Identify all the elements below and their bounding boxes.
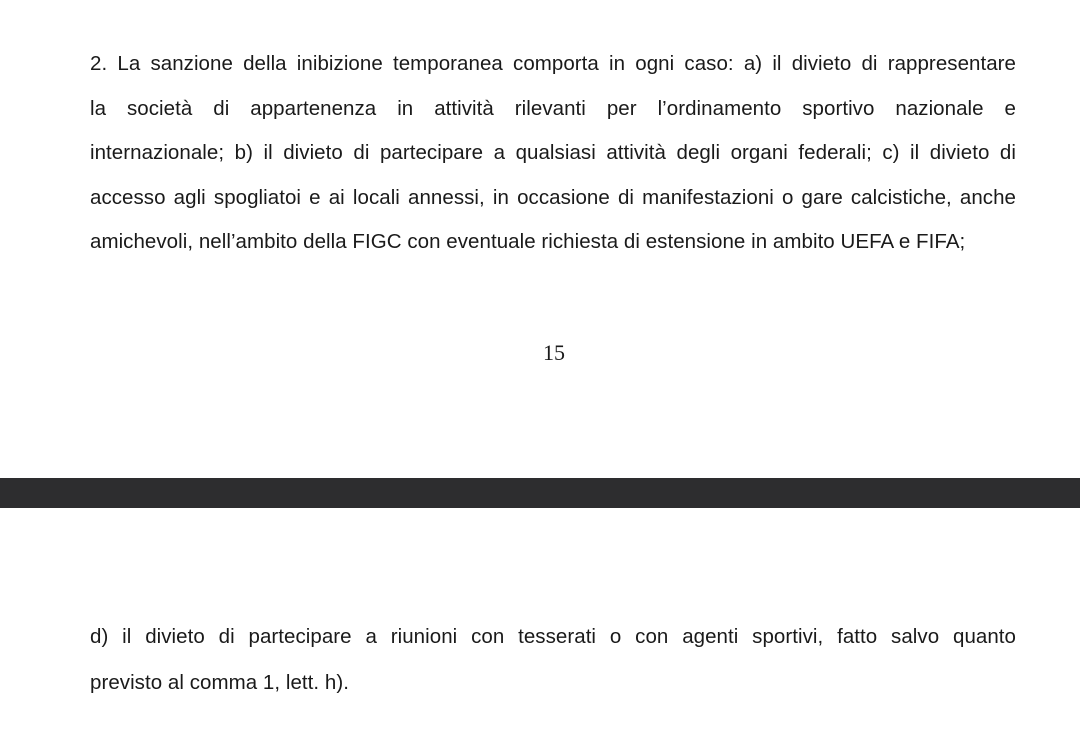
paragraph-line: amichevoli, nell’ambito della FIGC con eventuale richiesta di estensione in ambito UEFA e FIFA; <box>90 230 966 253</box>
paragraph-line: 2. La sanzione della inibizione temporanea comporta in ogni caso: a) il divieto di rappresentare <box>90 52 1016 75</box>
page-separator <box>0 478 1080 508</box>
paragraph-line: previsto al comma 1, lett. h). <box>90 671 349 694</box>
page-number: 15 <box>543 340 565 365</box>
paragraph-line: accesso agli spogliatoi e ai locali annessi, in occasione di manifestazioni o gare calcistiche, anche <box>90 186 1016 209</box>
paragraph-line: d) il divieto di partecipare a riunioni con tesserati o con agenti sportivi, fatto salvo quanto <box>90 625 1016 648</box>
paragraph-line: la società di appartenenza in attività rilevanti per l’ordinamento sportivo nazionale e <box>90 97 1016 120</box>
document-page-bottom <box>0 508 1080 742</box>
paragraph-line: internazionale; b) il divieto di partecipare a qualsiasi attività degli organi federali; c) il divieto di <box>90 141 1016 164</box>
